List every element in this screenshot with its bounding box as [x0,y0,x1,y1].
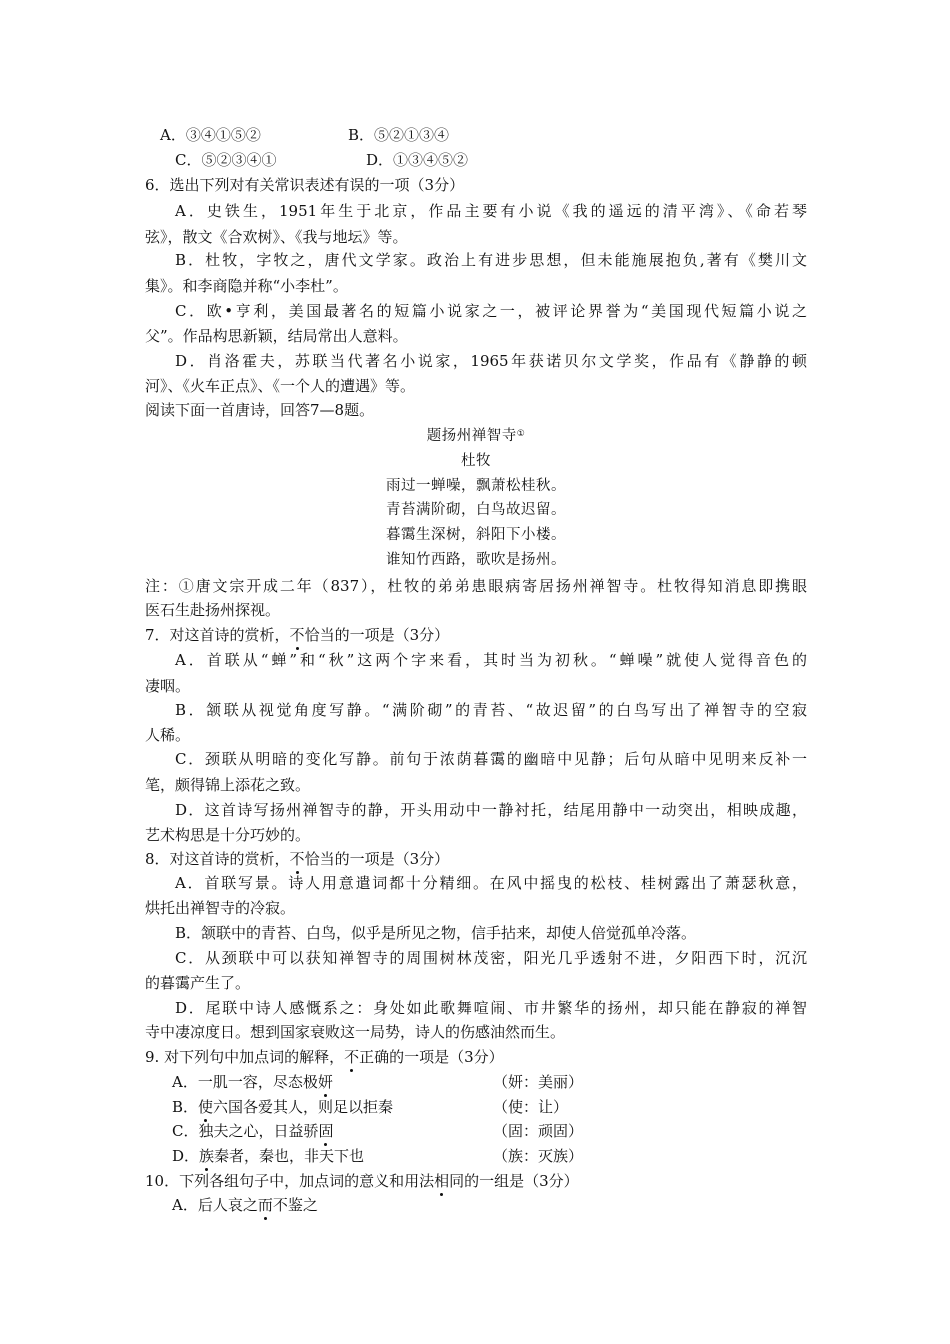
q9-stem [145,1047,504,1067]
q8-stem-pre: 8．对这首诗的赏析， [145,850,290,868]
q6-option-c-line1: C．欧•亨利，美国最著名的短篇小说家之一，被评论界誉为“美国现代短篇小说之 [175,302,807,320]
q9-stem-dotted: 不 [344,1048,360,1066]
q9-option-b-text: B． [172,1098,199,1116]
q9-option-a [172,1072,333,1092]
q8-option-d-line1: D．尾联中诗人感慨系之：身处如此歌舞喧闹、市井繁华的扬州，却只能在静寂的禅智 [175,999,807,1017]
q8-option-b: B．颔联中的青苔、白鸟，似乎是所见之物，信手拈来，却使人倍觉孤单冷落。 [175,924,697,942]
q6-option-d-line2: 河》、《火车正点》、《一个人的遭遇》等。 [145,377,416,395]
q8-stem [145,849,449,869]
q8-option-a-line1: A．首联写景。诗人用意遣词都十分精细。在风中摇曳的松枝、桂树露出了萧瑟秋意， [175,874,807,892]
q9-option-c-dotted: 固 [318,1122,334,1140]
q9-option-c [172,1121,334,1141]
q9-option-d-dotted: 族 [199,1147,215,1165]
q7-option-d-line2: 艺术构思是十分巧妙的。 [145,826,311,844]
poem-line-4: 谁知竹西路，歌吹是扬州。 [386,552,566,568]
q9-option-b-dotted: 使 [198,1098,214,1116]
q7-option-c-line2: 笔，颇得锦上添花之致。 [145,776,311,794]
q6-option-b-line2: 集》。和李商隐并称“小李杜”。 [145,277,348,295]
q8-option-c-line2: 的暮霭产生了。 [145,974,251,992]
q7-option-b-line1: B．颔联从视觉角度写静。“满阶砌”的青苔、“故迟留”的白鸟写出了禅智寺的空寂 [175,701,807,719]
q9-option-c-text: C．独夫之心，日益骄 [172,1122,319,1140]
q10-stem-pre: 10．下列各组句子中，加点词的意义和用法 [145,1172,435,1190]
q10-option-a-text: A．后人哀之 [172,1196,258,1214]
q7-stem-pre: 7．对这首诗的赏析， [145,626,290,644]
q9-option-b [172,1097,393,1117]
poem-line-1: 雨过一蝉噪，飘萧松桂秋。 [386,478,566,494]
reading-intro: 阅读下面一首唐诗，回答7—8题。 [145,401,375,419]
q6-option-b-line1: B．杜牧，字牧之，唐代文学家。政治上有进步思想，但未能施展抱负,著有《樊川文 [175,251,807,269]
q8-option-d-line2: 寺中凄凉度日。想到国家衰败这一局势，诗人的伤感油然而生。 [145,1023,566,1041]
q8-option-c-line1: C．从颈联中可以获知禅智寺的周围树林茂密，阳光几乎透射不进，夕阳西下时，沉沉 [175,949,807,967]
q5-option-b: B．⑤②①③④ [348,126,450,144]
q10-option-a [172,1195,318,1215]
q7-stem-dotted: 不 [289,626,305,644]
q7-stem [145,625,449,645]
q9-option-d-gloss: （族：灭族） [493,1147,584,1165]
poem-line-3: 暮霭生深树，斜阳下小楼。 [386,527,566,543]
poem-title [145,426,807,446]
q9-stem-pre: 9. 对下列句中加点词的解释， [145,1048,345,1066]
q5-option-d: D．①③④⑤② [366,151,469,169]
poem-author: 杜牧 [461,453,491,469]
poem-line-2: 青苔满阶砌，白鸟故迟留。 [386,502,566,518]
q9-option-d-text-after: 秦者，秦也，非天下也 [214,1147,365,1165]
q7-option-b-line2: 人稀。 [145,726,191,744]
q7-option-a-line1: A．首联从“蝉”和“秋”这两个字来看，其时当为初秋。“蝉噪”就使人觉得音色的 [175,651,807,669]
q8-stem-dotted: 不 [289,850,305,868]
q9-option-a-text: A．一肌一容，尽态极 [172,1073,318,1091]
q8-stem-post: 恰当的一项是（3分） [304,850,450,868]
q5-option-c: C．⑤②③④① [175,151,277,169]
poem-title-footnote-mark: ① [516,429,526,439]
q10-stem-dotted: 相 [434,1172,450,1190]
q9-option-b-gloss: （使：让） [493,1098,569,1116]
q6-stem: 6．选出下列对有关常识表述有误的一项（3分） [145,176,465,194]
q7-option-c-line1: C．颈联从明暗的变化写静。前句于浓荫暮霭的幽暗中见静；后句从暗中见明来反补一 [175,750,807,768]
q6-option-d-line1: D．肖洛霍夫，苏联当代著名小说家，1965年获诺贝尔文学奖，作品有《静静的顿 [175,352,807,370]
q6-option-a-line2: 弦》，散文《合欢树》、《我与地坛》等。 [145,228,408,246]
poem-note-line1: 注：①唐文宗开成二年（837），杜牧的弟弟患眼病寄居扬州禅智寺。杜牧得知消息即携眼 [145,577,807,595]
q10-stem [145,1171,579,1191]
q9-option-b-text-after: 六国各爱其人，则足以拒秦 [213,1098,394,1116]
q9-option-a-gloss: （妍：美丽） [493,1073,584,1091]
q7-option-a-line2: 凄咽。 [145,677,191,695]
q9-option-d-text: D． [172,1147,200,1165]
q10-stem-post: 同的一组是（3分） [449,1172,579,1190]
q8-option-a-line2: 烘托出禅智寺的冷寂。 [145,899,296,917]
q5-option-a: A．③④①⑤② [160,126,261,144]
q6-option-a-line1: A．史铁生，1951年生于北京，作品主要有小说《我的遥远的清平湾》、《命若琴 [175,202,807,220]
q9-option-c-gloss: （固：顽固） [493,1122,584,1140]
q10-option-a-dotted: 而 [257,1196,273,1214]
q6-option-c-line2: 父”。作品构思新颖，结局常出人意料。 [145,327,408,345]
q9-option-d [172,1146,364,1166]
q9-stem-post: 正确的一项是（3分） [359,1048,504,1066]
q10-option-a-text-after: 不鉴之 [272,1196,318,1214]
poem-title-text: 题扬州禅智寺 [426,428,517,444]
poem-note-line2: 医石生赴扬州探视。 [145,601,281,619]
q9-option-a-dotted: 妍 [317,1073,333,1091]
q7-option-d-line1: D．这首诗写扬州禅智寺的静，开头用动中一静衬托，结尾用静中一动突出，相映成趣， [175,801,807,819]
q7-stem-post: 恰当的一项是（3分） [304,626,450,644]
